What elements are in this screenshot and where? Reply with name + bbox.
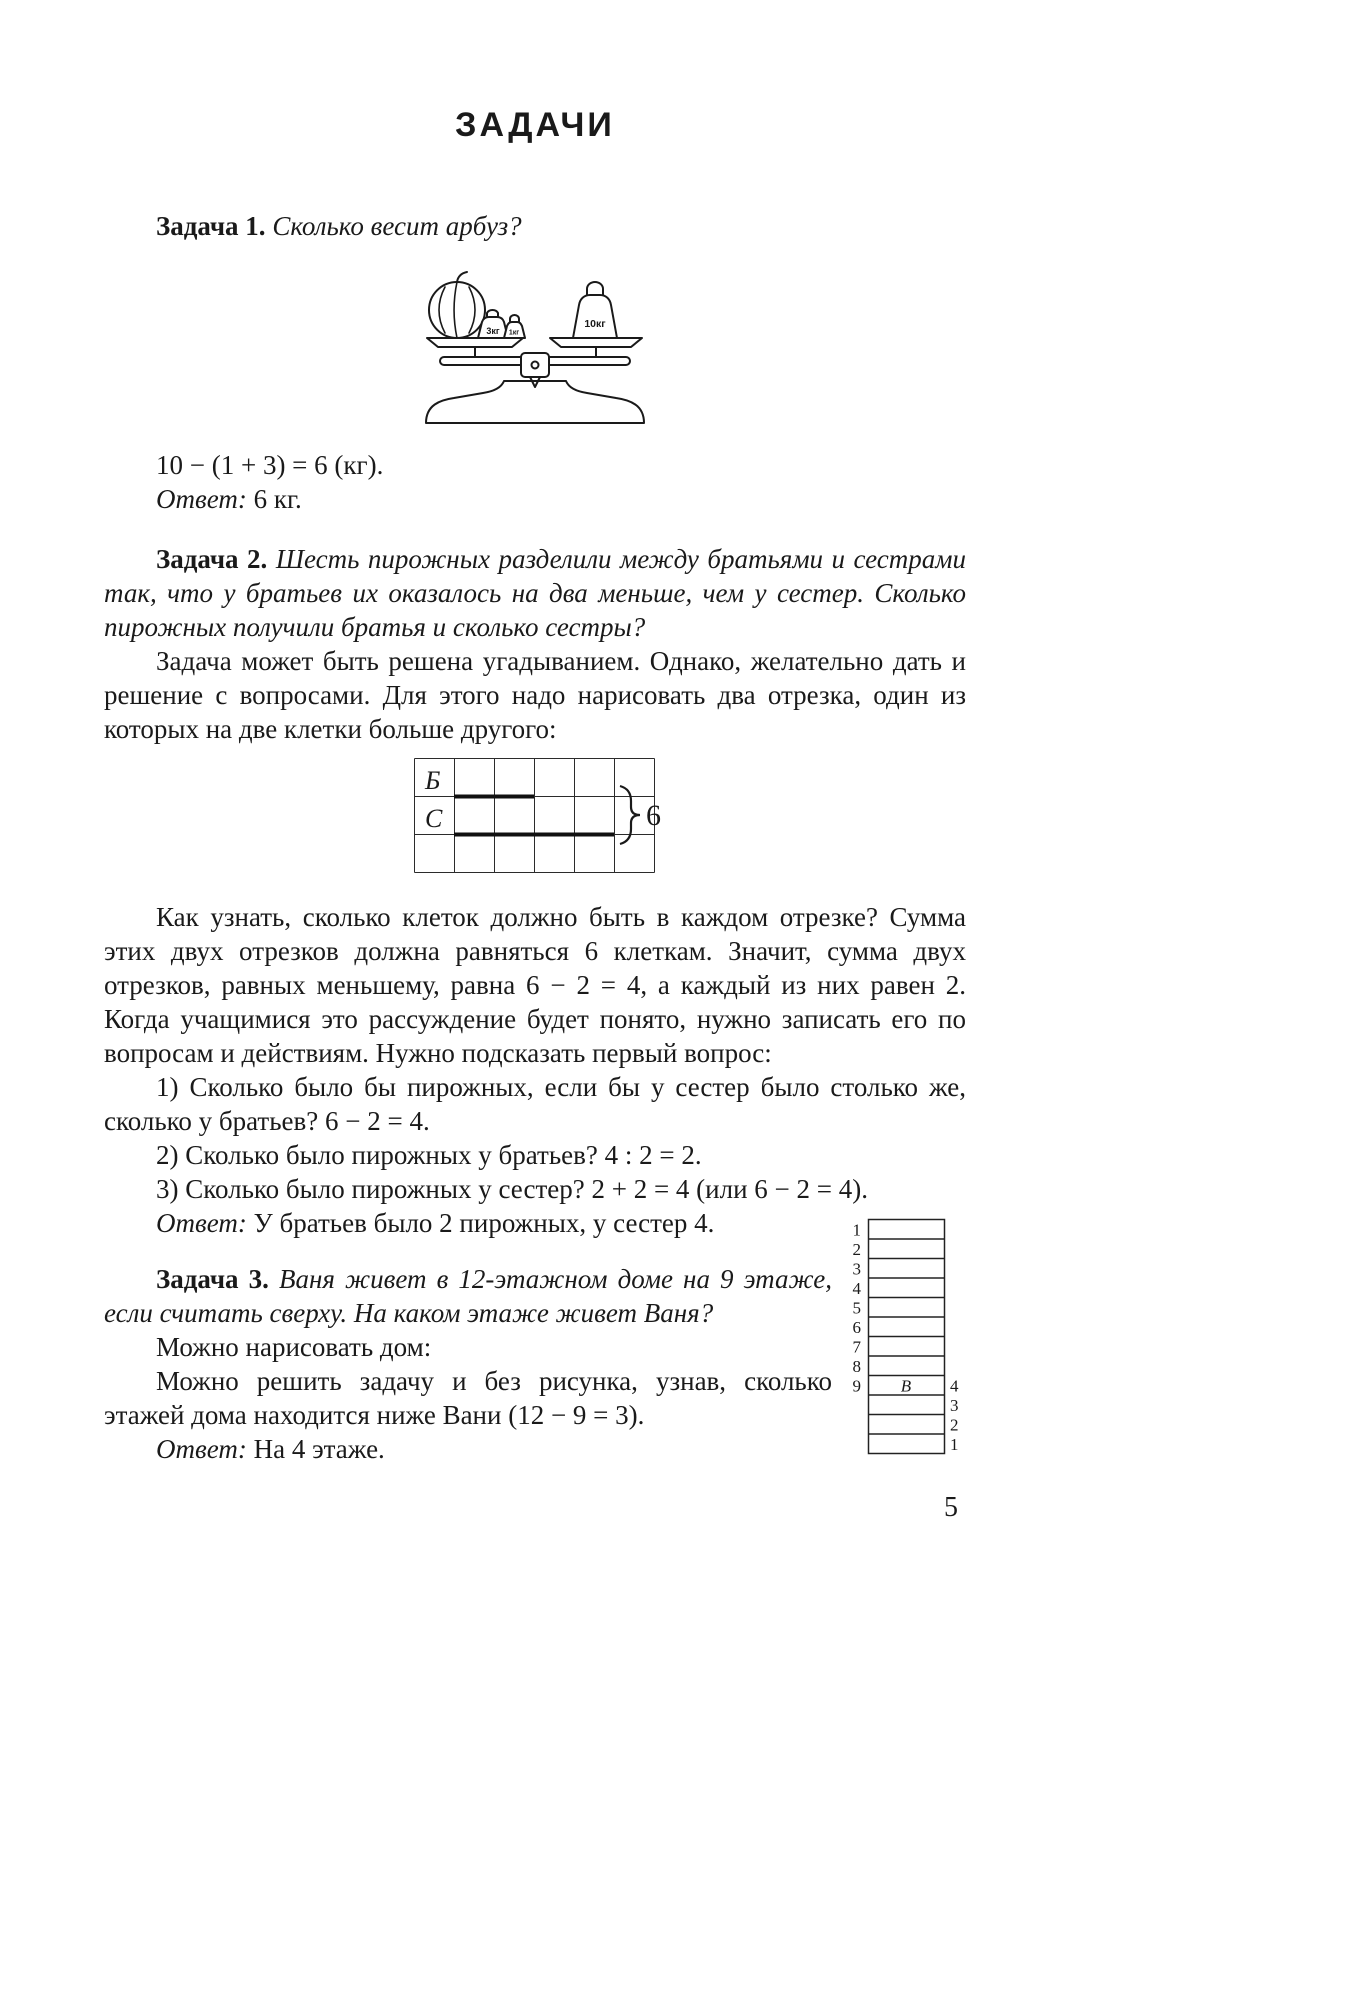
task1-answer-label: Ответ:: [156, 484, 247, 514]
task2-heading: [104, 542, 966, 644]
svg-text:8: 8: [852, 1356, 861, 1376]
task2-answer-text: У братьев было 2 пирожных, у сестер 4.: [253, 1208, 715, 1238]
task3-paragraph-2: Можно решить задачу и без рисунка, узнав, сколько этажей дома находится ниже Вани (12 − 9 = 3).: [104, 1366, 832, 1430]
task3-label: Задача 3.: [156, 1264, 269, 1294]
balance-scale-figure: [410, 253, 660, 436]
segment-brothers-label: Б: [425, 766, 441, 795]
svg-text:1: 1: [852, 1220, 861, 1240]
left-pan: [427, 338, 523, 347]
vanya-floor-label: В: [900, 1376, 912, 1396]
weight-3kg-label: 3кг: [486, 326, 500, 336]
segments-diagram: [414, 758, 704, 874]
svg-text:7: 7: [852, 1337, 861, 1357]
task1-label: Задача 1.: [156, 211, 266, 241]
task2-step-2: 2) Сколько было пирожных у братьев? 4 : 2 = 2.: [156, 1140, 702, 1170]
svg-text:3: 3: [950, 1395, 959, 1415]
task3-answer: [104, 1432, 832, 1466]
task2-step-1: 1) Сколько было бы пирожных, если бы у сестер было столько же, сколько у братьев? 6 − 2 = 4.: [104, 1072, 966, 1136]
svg-text:4: 4: [950, 1376, 959, 1396]
floor-numbers-from-top: [853, 1220, 862, 1395]
task1-question: Сколько весит арбуз?: [272, 211, 522, 241]
svg-text:5: 5: [852, 1298, 861, 1318]
svg-text:2: 2: [950, 1415, 959, 1435]
task2-paragraph-1: Задача может быть решена угадыванием. Однако, желательно дать и решение с вопросами. Для этого надо нарисовать два отрезка, один из которых на две клетки больше другого:: [104, 646, 966, 744]
task3-question: Ваня живет в 12-этажном доме на 9 этаже, если считать сверху. На каком этаже живет Ваня?: [104, 1264, 833, 1328]
house-drawing: [844, 1216, 974, 1458]
task3-answer-text: На 4 этаже.: [253, 1434, 385, 1464]
task2-answer-label: Ответ:: [156, 1208, 247, 1238]
house-floors: [869, 1220, 945, 1454]
svg-text:9: 9: [852, 1376, 861, 1396]
task2-paragraph-2: Как узнать, сколько клеток должно быть в каждом отрезке? Сумма этих двух отрезков должна равняться 6 клеткам. Значит, сумма двух отрезков, равных меньшему, равна 6 − 2 = 4, а каждый из них равен 2. Когда учащимися это рассуждение будет понято, нужно записать его по вопросам и действиям. Нужно подсказать первый вопрос:: [104, 902, 966, 1068]
right-pan: [550, 338, 642, 347]
weight-1kg-icon: [504, 315, 525, 338]
svg-text:1: 1: [950, 1434, 959, 1454]
task1-solution: 10 − (1 + 3) = 6 (кг).: [156, 450, 384, 480]
svg-text:3: 3: [852, 1259, 861, 1279]
task2-step-3: 3) Сколько было пирожных у сестер? 2 + 2 = 4 (или 6 − 2 = 4).: [156, 1174, 868, 1204]
watermelon-icon: [429, 272, 485, 338]
task3-paragraph-1: Можно нарисовать дом:: [156, 1332, 432, 1362]
segments-grid-drawing: [414, 758, 704, 874]
weight-10kg-icon: [573, 282, 617, 338]
weight-1kg-label: 1кг: [508, 329, 520, 337]
task2-question: Шесть пирожных разделили между братьями и сестрами так, что у братьев их оказалось на два меньше, чем у сестер. Сколько пирожных получили братья и сколько сестры?: [104, 544, 967, 642]
pivot-housing: [521, 353, 549, 377]
floor-numbers-from-bottom: [950, 1376, 959, 1454]
weight-10kg-label: 10кг: [584, 318, 606, 330]
task3-answer-label: Ответ:: [156, 1434, 247, 1464]
task1-heading: [104, 209, 966, 243]
task2-label: Задача 2.: [156, 544, 268, 574]
balance-scale-drawing: [410, 253, 660, 431]
task1-answer-text: 6 кг.: [253, 484, 302, 514]
house-diagram: [844, 1216, 974, 1458]
segment-sisters-label: С: [425, 804, 443, 833]
page-number: 5: [944, 1492, 958, 1523]
task3-heading: [104, 1262, 832, 1330]
svg-text:2: 2: [852, 1239, 861, 1259]
task1-answer: [104, 482, 966, 516]
page-content: [104, 0, 966, 1466]
svg-text:6: 6: [852, 1317, 861, 1337]
task2-answer: [104, 1206, 966, 1240]
brace-icon: [620, 786, 640, 844]
grid-lines: [415, 759, 655, 873]
page-title: ЗАДАЧИ: [455, 106, 615, 144]
svg-text:4: 4: [852, 1278, 861, 1298]
total-cells-label: 6: [646, 799, 661, 832]
